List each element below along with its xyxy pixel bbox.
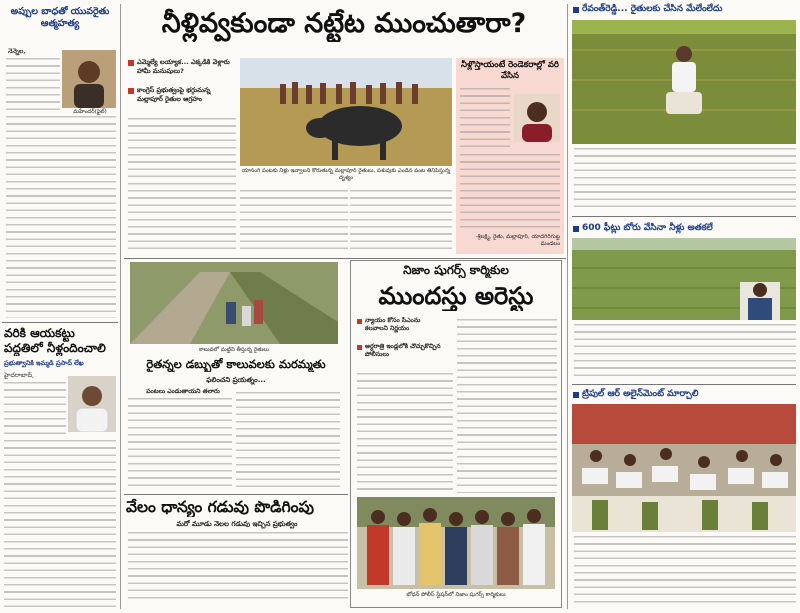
velam-subhead: మరో మూడు నెలల గడువు ఇచ్చిన ప్రభుత్వం	[176, 520, 298, 528]
canal-kicker: పంటలు ఎండుతాయని తలారు	[146, 388, 220, 395]
farmer-quote-box	[456, 58, 564, 254]
story1-caption: మహేందర్(ఫైల్)	[73, 109, 107, 115]
quote-box-sign: -శ్రీలక్ష్మి, రైతు, మల్లాపూర్, యాదగిరిగుట్ట మండలం	[475, 234, 560, 247]
woman-farmer-photo	[514, 94, 560, 142]
bullet-marker	[128, 88, 134, 94]
main-headline: నీళ్లివ్వకుండా నట్టేట ముంచుతారా?	[161, 8, 527, 39]
canal-photo-caption: కాలువలో మట్టిని తీస్తున్న రైతులు	[198, 347, 270, 353]
right-story3-photo	[572, 404, 796, 532]
divider	[572, 384, 796, 385]
story2-headline: వరికి ఆయకట్టు పద్ధతిలో నీళ్లందించాలి	[4, 326, 106, 355]
quote-box-title: నీళ్లొస్తాయంటే రెండెకరాల్లో వరి వేసిన	[461, 60, 559, 81]
story1-dateline: నెన్నెల,	[8, 48, 26, 55]
nizam-headline-top: నిజాం షుగర్స్ కార్మికుల	[403, 263, 509, 277]
divider	[124, 494, 348, 495]
story1-headline: అప్పుల బాధతో యువరైతు ఆత్మహత్య	[10, 6, 110, 29]
canal-subhead: ఫలించని ప్రయత్నం...	[206, 376, 266, 384]
divider	[572, 216, 796, 217]
right-story2-photo	[572, 238, 796, 320]
divider	[2, 322, 118, 323]
right-story2-title: 600 ఫీట్లు బోరు వేసినా నీళ్లు అతకలే	[582, 223, 713, 233]
left-column	[2, 4, 118, 609]
person-photo-icon	[62, 50, 116, 108]
workers-group-photo	[357, 497, 555, 589]
bullet-2: కాంగ్రెస్ ప్రభుత్వంపై భగ్గుమన్న మల్లాపూర్ రైతుల ఆగ్రహం	[137, 86, 211, 103]
bullet-1: ఎమ్మెల్యే లయ్యాక... ఎక్కడికి వెళ్లారు హామీ మనుషులు?	[137, 58, 230, 75]
nizam-headline-main: ముందస్తు అరెస్టు	[378, 282, 534, 310]
story2-photo	[68, 376, 116, 432]
right-story1-photo	[572, 20, 796, 144]
bullet-box	[128, 58, 236, 114]
column-rule	[120, 4, 121, 609]
main-photo	[240, 58, 452, 166]
person-photo-icon	[514, 94, 560, 142]
bullet-marker	[128, 60, 134, 66]
right-story1-title: రేవంత్‌రెడ్డి... రైతులకు చేసిన మేలేంలేదు	[582, 4, 723, 14]
canal-photo	[130, 262, 338, 344]
bullet-marker	[357, 345, 362, 350]
nizam-photo-caption: బోధన్ పోలీస్ స్టేషన్‌లో నిజాం షుగర్స్ కార్మికులు	[406, 592, 506, 598]
bullet-marker	[573, 392, 579, 398]
story1-photo	[62, 50, 116, 108]
canal-repair-photo	[130, 262, 338, 344]
nizam-bullet-2: అర్ధరాత్రి ఇండ్లలోకి చొచ్చుకొచ్చిన పోలీసులు	[365, 343, 441, 358]
story2-intro: ప్రభుత్వానికి ఇమ్మడి ప్రసాద్ లేఖ	[4, 359, 84, 367]
canal-headline: రైతన్నల డబ్బుతో కాలువలకు మరమ్మతు	[146, 357, 326, 371]
bullet-marker	[357, 319, 362, 324]
main-photo-caption: యాసంగి పంటకు నీళ్లు ఇవ్వాలని కోరుతున్న మల్లాపూర్ రైతులు, పశువుకు ఎండిన పంట తినిపిస్తున్న దృశ్యం	[241, 168, 451, 181]
farmers-buffalo-photo	[240, 58, 452, 166]
nizam-box	[350, 260, 562, 608]
protest-photo	[572, 404, 796, 532]
paddy-field-farmer-photo	[572, 20, 796, 144]
divider	[124, 258, 566, 259]
person-photo-icon	[68, 376, 116, 432]
bullet-marker	[573, 7, 579, 13]
story2-dateline: హైదరాబాద్,	[4, 372, 35, 379]
right-story3-title: ట్రిపుల్ ఆర్ అలైన్‌మెంట్ మార్చాలి	[582, 389, 699, 399]
nizam-photo	[357, 497, 555, 589]
column-rule	[567, 4, 568, 609]
nizam-bullet-1: న్యాయం కోసం సీఎంను కలవాలని నిర్ణయం	[365, 317, 421, 332]
dry-field-photo	[572, 238, 796, 320]
bullet-marker	[573, 226, 579, 232]
velam-headline: వేలం ధాన్యం గడువు పొడిగింపు	[126, 498, 314, 516]
